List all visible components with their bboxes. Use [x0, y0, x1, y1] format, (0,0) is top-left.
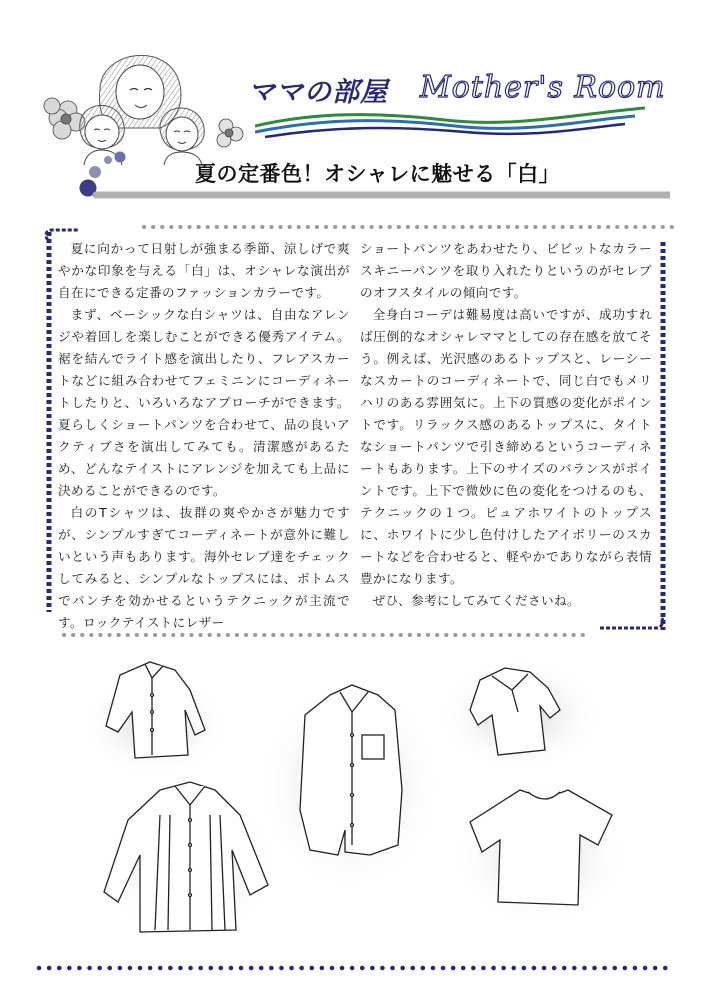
corner-subtitle: Mother's Room — [420, 70, 666, 105]
dress-shirt-sketch-icon — [255, 675, 445, 895]
corner-hook — [600, 616, 668, 634]
corner-title: ママの部屋 — [248, 77, 388, 108]
short-sleeve-blouse-sketch-icon — [435, 655, 605, 775]
pleated-blouse-sketch-icon — [100, 782, 280, 945]
paragraph: ぜひ、参考にしてみてくださいね。 — [372, 593, 580, 608]
braid-border-left — [44, 232, 54, 612]
paragraph: ショートパンツをあわせたり、ビビットなカラースキニーパンツを取り入れたりというのがセレブのオフスタイルの傾向です。 — [360, 241, 652, 300]
dotted-divider — [140, 216, 680, 224]
flower-icon — [44, 98, 85, 139]
paragraph: 白のTシャツは、抜群の爽やかさが魅力ですが、シンプルすぎてコーディネートが意外に難しいという声もあります。海外セレブ達をチェックしてみると、シンプルなトップスには、ボトムスでパンチを効かせるというテクニックが主流です。ロックテイストにレザー — [58, 505, 350, 630]
mother-children-illustration — [40, 30, 250, 165]
paragraph: 夏に向かって日射しが強まる季節、涼しげで爽やかな印象を与える「白」は、オシャレな演出が自在にできる定番のファッションカラーです。 — [58, 241, 350, 300]
blouse-sketch-icon — [80, 662, 230, 780]
article-column-left — [58, 238, 350, 634]
paragraph: まず、ベーシックな白シャツは、自由なアレンジや着回しを楽しむことができる優秀アイテム。裾を結んでライト感を演出したり、フレアスカートなどに組み合わせてフェミニンにコーディネートしたりと、いろいろなアプローチができます。夏らしくショートパンツを合わせて、品の良いアクティブさを演出してみても。清潔感があるため、どんなテイストにアレンジを加えても上品に決めることができるのです。 — [58, 307, 350, 498]
braid-border-right — [658, 242, 668, 630]
wave-ornament — [255, 104, 645, 140]
dotted-divider-bottom — [35, 957, 675, 965]
article-title: 夏の定番色！オシャレに魅せる「白」 — [195, 162, 561, 186]
t-shirt-sketch-icon — [450, 780, 630, 930]
paragraph: 全身白コーデは難易度は高いですが、成功すれば圧倒的なオシャレママとしての存在感を放てそう。例えば、光沢感のあるトップスと、レーシーなスカートのコーディネートで、同じ白でもメリハリのある雰囲気に。上下の質感の変化がポイントです。リラックス感のあるトップスに、タイトなショートパンツで引き締めるというコーディネートもあります。上下のサイズのバランスがポイントです。上下で微妙に色の変化をつけるのも、テクニックの１つ。ピュアホワイトのトップスに、ホワイトに少し色付けしたアイボリーのスカートなどを合わせると、軽やかでありながら表情豊かになります。 — [360, 307, 652, 586]
article-column-right — [360, 238, 652, 612]
clothing-illustrations — [0, 640, 707, 950]
